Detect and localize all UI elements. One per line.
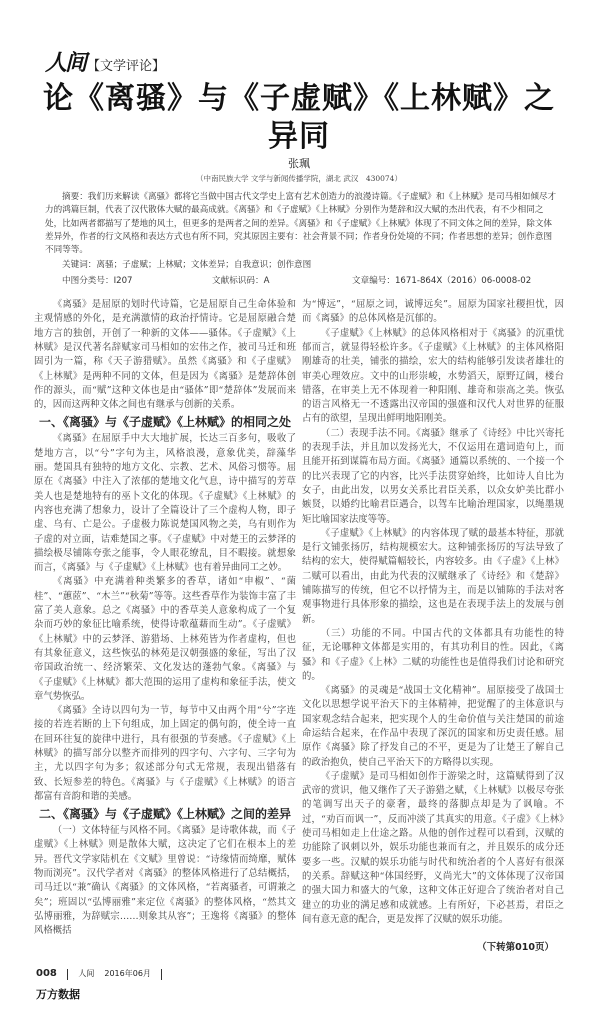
- right-column-wrap: [302, 298, 564, 955]
- abstract: 摘要：我们历来解读《离骚》都将它当做中国古代文学史上富有艺术创造力的浪漫诗篇。《子虚赋》和《上林赋》是司马相如倾尽才力的鸿篇巨制，代表了汉代散体大赋的最高成就。《离骚》和《子虚赋》《上林赋》分别作为楚辞和汉大赋的杰出代表，有不少相同之处，比如两者都描写了楚地的风土，但更多的是两者之间的差异。《离骚》和《子虚赋》《上林赋》体现了不同文体之间的差异，除文体差异外，作者的行文风格和表达方式也有所不同，究其原因主要有：社会背景不同；作者身份处境的不同；作者思想的差异；创作意图不同等等。: [45, 192, 557, 256]
- keywords: 关键词：离骚；子虚赋；上林赋；文体差异；自我意识；创作意图: [62, 260, 312, 271]
- clc-number: 中图分类号：I207: [62, 275, 133, 286]
- column-label: 【文学评论】: [87, 59, 166, 74]
- article-number: 文章编号：1671-864X（2016）06-0008-02: [352, 275, 532, 286]
- journal-logo: 人间: [45, 50, 86, 76]
- paragraph: （三）功能的不同。中国古代的文体都具有功能性的特征，无论哪种文体都是实用的，有其功利目的性。因此，《离骚》和《子虚》《上林》二赋的功能性也是值得我们讨论和研究的。: [302, 627, 564, 682]
- affiliation: （中南民族大学 文学与新闻传播学院，湖北 武汉 430074）: [196, 174, 402, 183]
- article-title: 论《离骚》与《子虚赋》《上林赋》之异同: [43, 81, 555, 154]
- paragraph: 《子虚赋》是司马相如创作于游梁之时，这篇赋得到了汉武帝的赏识，他又继作了天子游猎之赋，《上林赋》以极尽夸张的笔调写出天子的豪奢，最终的落脚点却是为了讽喻。不过，“劝百而讽一”，反而冲淡了其真实的用意。《子虚》《上林》使司马相如走上仕途之路。从他的创作过程可以看到，汉赋的功能除了讽刺以外，娱乐功能也兼而有之，并且娱乐的成分还要多一些。汉赋的娱乐功能与时代和统治者的个人喜好有很深的关系。辞赋这种“体国经野，义尚光大”的文体体现了汉帝国的强大国力和盛大的气象，这种文体正好迎合了统治者对自己建立的功业的满足感和成就感。上有所好，下必甚焉，君臣之间有意无意的配合，更是发挥了汉赋的娱乐功能。: [302, 770, 564, 925]
- section-heading: 一、《离骚》与《子虚赋》《上林赋》的相同之处: [38, 415, 291, 430]
- journal-header: [45, 50, 564, 76]
- paragraph: 《子虚赋》《上林赋》的总体风格相对于《离骚》的沉重忧郁而言，就显得轻松许多。《子虚赋》《上林赋》的主体风格阳刚雄奇的壮美，铺张的描绘，宏大的结构能够引发读者雄壮的审美心理效应。文中的山形崇峻，水势滔天，原野辽阔，楼台错落，在审美上无不体现着一种阳刚、雄奇和崇高之美。恢弘的语言风格无一不透露出汉帝国的强盛和汉代人对世界的征服占有的欲望，呈现出鲜明地阳刚美。: [302, 327, 564, 425]
- paragraph: 为“博远”，“屈原之词，诚博远矣”。屈原为国家社稷担忧，因而《离骚》的总体风格是沉郁的。: [302, 299, 564, 325]
- watermark: 万方数据: [36, 988, 80, 1002]
- document-code: 文献标识码：A: [212, 275, 270, 286]
- right-column: [302, 298, 564, 927]
- divider: [67, 969, 69, 980]
- left-column: [34, 298, 296, 938]
- paragraph: 《离骚》全诗以四句为一节，每节中又由两个用“兮”字连接的若连若断的上下句组成，加上固定的偶句韵，使全诗一直在回环往复的旋律中进行，具有很强的节奏感。《子虚赋》《上林赋》的描写部分以整齐而排列的四字句、六字句、三字句为主，尤以四字句为多；叙述部分句式无常规，表现出错落有致、长短参差的特色。《离骚》与《子虚赋》《上林赋》的语言都富有音韵和谐的美感。: [34, 705, 296, 802]
- author: 张珮: [288, 157, 310, 170]
- footer-area: [34, 955, 564, 1003]
- classification-line: [62, 275, 564, 288]
- divider: [161, 969, 163, 980]
- issue-date: 2016年06月: [104, 969, 151, 979]
- paragraph: 《离骚》在屈原手中大大地扩展，长达三百多句，吸收了楚地方言，以“兮”字句为主，风格浪漫，意象优美，辞藻华丽。楚国具有独特的地方文化、宗教、艺术、风俗习惯等。屈原在《离骚》中注入了浓郁的楚地文化气息，诗中描写的芳草美人也是楚地特有的巫卜文化的体现。《子虚赋》《上林赋》的内容也充满了想象力，设计了全篇设计了三个虚构人物，即子虚、乌有、亡是公。子虚极力陈说楚国风物之美，乌有则作为子虚的对立面，诘难楚国之事。《子虚赋》中对楚王的云梦泽的描绘极尽铺陈夸张之能事，令人眼花缭乱，目不暇接。就想象而言，《离骚》与《子虚赋》《上林赋》也有着异曲同工之妙。: [34, 433, 296, 574]
- page-number: 008: [36, 968, 57, 980]
- magazine-name: 人间: [78, 969, 95, 979]
- section-heading: 二、《离骚》与《子虚赋》《上林赋》之间的差异: [38, 807, 291, 822]
- body-columns: [34, 298, 564, 955]
- paragraph: 《子虚赋》《上林赋》的内容体现了赋的最基本特征，那就是行文铺张扬厉，结构规模宏大。这种铺张扬厉的写法导致了结构的宏大，使得赋篇幅较长，内容较多。由《子虚》《上林》二赋可以看出，由此为代表的汉赋继承了《诗经》和《楚辞》铺陈描写的传统，但它不以抒情为主，而是以铺陈的手法对客观事物进行具体形象的描绘，这也是在表现手法上的发展与创新。: [302, 527, 564, 625]
- paragraph: 《离骚》的灵魂是“战国士文化精神”。屈原接受了战国士文化以思想学说平治天下的主体精神，把觉醒了的主体意识与国家观念结合起来，把实现个人的生命价值与关注楚国的前途命运结合起来，在作品中表现了深沉的国家和历史责任感。屈原作《离骚》除了抒发自己的不平，更是为了让楚王了解自己的政治抱负，使自己平治天下的方略得以实现。: [302, 685, 564, 768]
- page-footer: [36, 967, 564, 981]
- paragraph: 《离骚》是屈原的划时代诗篇，它是屈原自己生命体验和主观情感的外化，是充满激情的政治抒情诗。它是屈原融合楚地方言的独创，开创了一种新的文体——骚体。《子虚赋》《上林赋》是汉代著名辞赋家司马相如的宏伟之作，被司马迁和班固引为一篇，称《天子游猎赋》。虽然《离骚》和《子虚赋》《上林赋》是两种不同的文体，但是因为《离骚》是楚辞体创作的源头，而“赋”这种文体也是由“骚体”即“楚辞体”发展而来的，因而这两种文体之间也有继承与创新的关系。: [34, 299, 296, 411]
- paragraph: （二）表现手法不同。《离骚》继承了《诗经》中比兴寄托的表现手法，并且加以发扬光大，不仅运用在遣词造句上，而且能开拓到谋篇布局方面。《离骚》通篇以系统的、一个接一个的比兴表现了它的内容，比兴手法贯穿始终，比如诗人自比为女子，由此出发，以男女关系比君臣关系，以众女妒美比群小嫉贤，以婚约比喻君臣遇合，以驾车比喻治理国家，以绳墨规矩比喻国家法度等等。: [302, 427, 564, 525]
- continued-note: （下转第010页）: [477, 942, 554, 954]
- paragraph: 《离骚》中充满着种类繁多的香草，诸如“申椒”、“菌桂”、“蕙茝”、“木兰”“秋菊”等等。这些香草作为装饰丰富了丰富了美人意象。总之《离骚》中的香草美人意象构成了一个复杂而巧妙的象征比喻系统，使得诗歌蕴藉而生动”。《子虚赋》《上林赋》中的云梦泽、游猎场、上林苑皆为作者虚构，但也有其象征意义，这些恢弘的林苑是汉朝强盛的象征，写出了汉帝国政治统一、经济繁荣、文化发达的蓬勃气象。《离骚》与《子虚赋》《上林赋》都大范围的运用了虚构和象征手法，使文章气势恢弘。: [34, 576, 296, 702]
- paragraph: （一）文体特征与风格不同。《离骚》是诗歌体裁，而《子虚赋》《上林赋》则是散体大赋，这决定了它们在根本上的差异。晋代文学家陆机在《文赋》里曾说：“诗缘情而绮靡，赋体物而浏亮”。汉代学者对《离骚》的整体风格进行了总结概括，司马迁以“兼”确认《离骚》的文体风格，“若离骚者，可谓兼之矣”；班固以“弘博丽雅”来定位《离骚》的整体风格，“然其文弘博丽雅，为辞赋宗……则象其从容”；王逸将《离骚》的整体风格概括: [34, 825, 296, 937]
